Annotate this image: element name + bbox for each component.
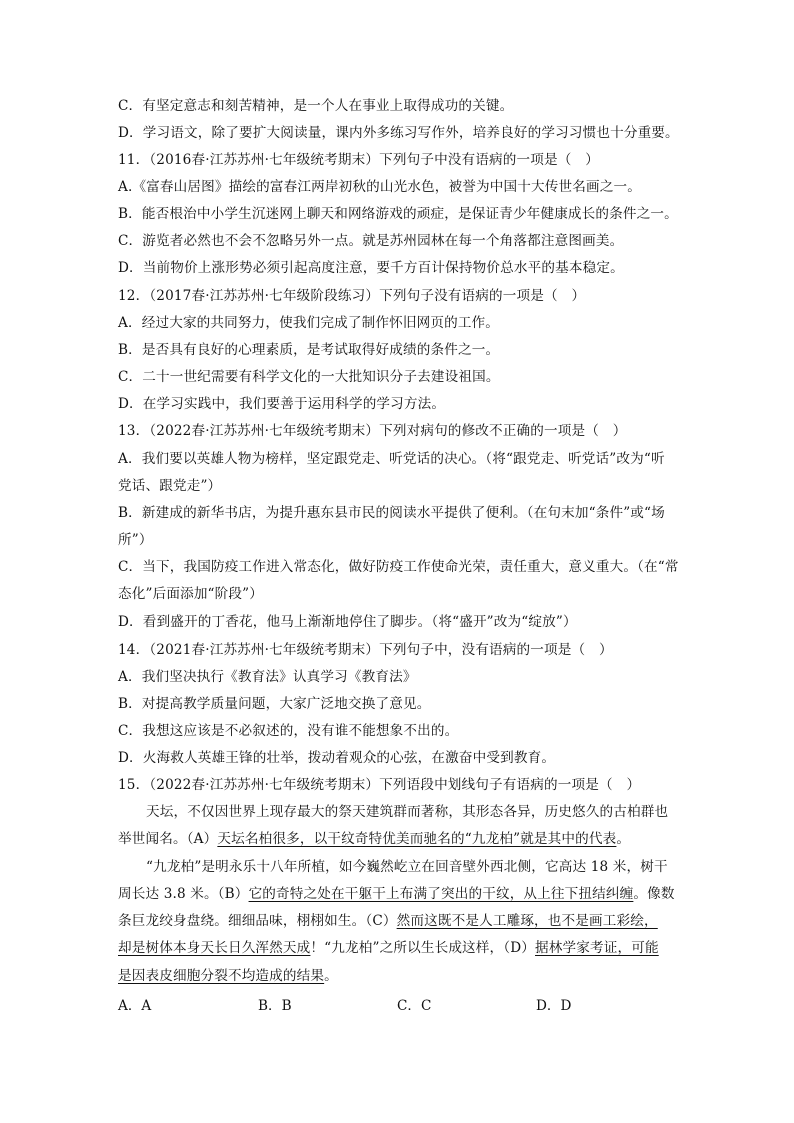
q10-option-d: D．学习语文，除了要扩大阅读量，课内外多练习写作外，培养良好的学习习惯也十分重要。	[118, 125, 679, 141]
passage-text: 。像数	[633, 886, 675, 902]
q14-option-d: D．火海救人英雄王锋的壮举，拨动着观众的心弦，在激奋中受到教育。	[118, 750, 556, 766]
q15-passage-p2-line2	[118, 884, 675, 904]
passage-text: 条巨龙绞身盘绕。细细品味，栩栩如生。（C）	[118, 913, 397, 929]
q10-option-c: C．有坚定意志和刻苦精神，是一个人在事业上取得成功的关键。	[118, 98, 514, 114]
passage-text: 。	[324, 968, 338, 984]
q14-option-a: A．我们坚决执行《教育法》认真学习《教育法》	[118, 669, 417, 685]
underlined-sentence-d-part2: 是因表皮细胞分裂不均造成的结果	[118, 968, 325, 984]
q14-option-c: C．我想这应该是不必叙述的，没有谁不能想象不出的。	[118, 723, 459, 739]
passage-text: 举世闻名。（A）	[118, 831, 218, 847]
q13-option-b-line2: 所”）	[118, 532, 153, 548]
q13-option-b-line1: B．新建成的新华书店，为提升惠东县市民的阅读水平提供了便利。（在句末加“条件”或“场	[118, 505, 665, 521]
q15-passage-p2-line1: “九龙柏”是明永乐十八年所植，如今巍然屹立在回音壁外西北侧，它高达 18 米，树干	[146, 859, 668, 875]
underlined-sentence-d-part1: 据林学家考证，可能	[535, 940, 659, 956]
q15-passage-p2-line3	[118, 911, 658, 931]
q11-option-d: D．当前物价上涨形势必须引起高度注意，要千方百计保持物价总水平的基本稳定。	[118, 260, 624, 276]
q12-option-b: B．是否具有良好的心理素质，是考试取得好成绩的条件之一。	[118, 342, 500, 358]
q14-option-b: B．对提高教学质量问题，大家广泛地交换了意见。	[118, 696, 431, 712]
q13-option-a-line1: A．我们要以英雄人物为榜样，坚定跟党走、听党话的决心。（将“跟党走、听党话”改为“听	[118, 451, 665, 467]
q15-passage-p2-line5	[118, 966, 338, 986]
q15-option-c: C．C	[397, 998, 432, 1014]
underlined-sentence-b: 它的奇特之处在干躯干上布满了突出的干纹，从上往下扭结纠缠	[248, 886, 634, 902]
q12-option-c: C．二十一世纪需要有科学文化的一大批知识分子去建设祖国。	[118, 369, 500, 385]
q11-stem: 11．（2016春·江苏苏州·七年级统考期末）下列句子中没有语病的一项是（ ）	[118, 152, 599, 168]
q14-stem: 14．（2021春·江苏苏州·七年级统考期末）下列句子中，没有语病的一项是（ ）	[118, 642, 613, 658]
q15-option-d: D．D	[536, 998, 572, 1014]
underlined-sentence-c-part2: 却是树体本身天长日久浑然天成	[118, 940, 311, 956]
underlined-sentence-c-part1: 然而这既不是人工雕琢，也不是画工彩绘，	[396, 913, 658, 929]
q12-option-a: A．经过大家的共同努力，使我们完成了制作怀旧网页的工作。	[118, 315, 500, 331]
passage-text: ！“九龙柏”之所以生长成这样，（D）	[310, 940, 536, 956]
q11-option-b: B．能否根治中小学生沉迷网上聊天和网络游戏的顽症，是保证青少年健康成长的条件之一。	[118, 206, 678, 222]
q12-option-d: D．在学习实践中，我们要善于运用科学的学习方法。	[118, 396, 446, 412]
underlined-sentence-a: 天坛名柏很多，以干纹奇特优美而驰名的“九龙柏”就是其中的代表	[217, 831, 617, 847]
q13-stem: 13．（2022春·江苏苏州·七年级统考期末）下列对病句的修改不正确的一项是（ ）	[118, 423, 627, 439]
q11-option-c: C．游览者必然也不会不忽略另外一点。就是苏州园林在每一个角落都注意图画美。	[118, 233, 624, 249]
q13-option-d: D．看到盛开的丁香花，他马上渐渐地停住了脚步。（将“盛开”改为“绽放”）	[118, 614, 577, 630]
q15-option-a: A．A	[118, 998, 152, 1014]
passage-text: 周长达 3.8 米。（B）	[118, 886, 249, 902]
q15-stem: 15．（2022春·江苏苏州·七年级统考期末）下列语段中划线句子有语病的一项是（ ）	[118, 777, 641, 793]
q13-option-c-line1: C．当下，我国防疫工作进入常态化，做好防疫工作使命光荣，责任重大，意义重大。（在“常	[118, 559, 679, 575]
q15-passage-p1-line2	[118, 829, 630, 849]
q12-stem: 12．（2017春·江苏苏州·七年级阶段练习）下列句子没有语病的一项是（ ）	[118, 288, 586, 304]
q15-passage-p1-line1: 天坛，不仅因世界上现存最大的祭天建筑群而著称，其形态各异，历史悠久的古柏群也	[146, 804, 669, 820]
q13-option-a-line2: 党话、跟党走”）	[118, 478, 222, 494]
passage-text: 。	[616, 831, 631, 847]
q15-option-b: B．B	[258, 998, 292, 1014]
q15-passage-p2-line4	[118, 938, 659, 958]
q13-option-c-line2: 态化”后面添加“阶段”）	[118, 586, 263, 602]
q11-option-a: A.《富春山居图》描绘的富春江两岸初秋的山光水色，被誉为中国十大传世名画之一。	[118, 179, 641, 195]
